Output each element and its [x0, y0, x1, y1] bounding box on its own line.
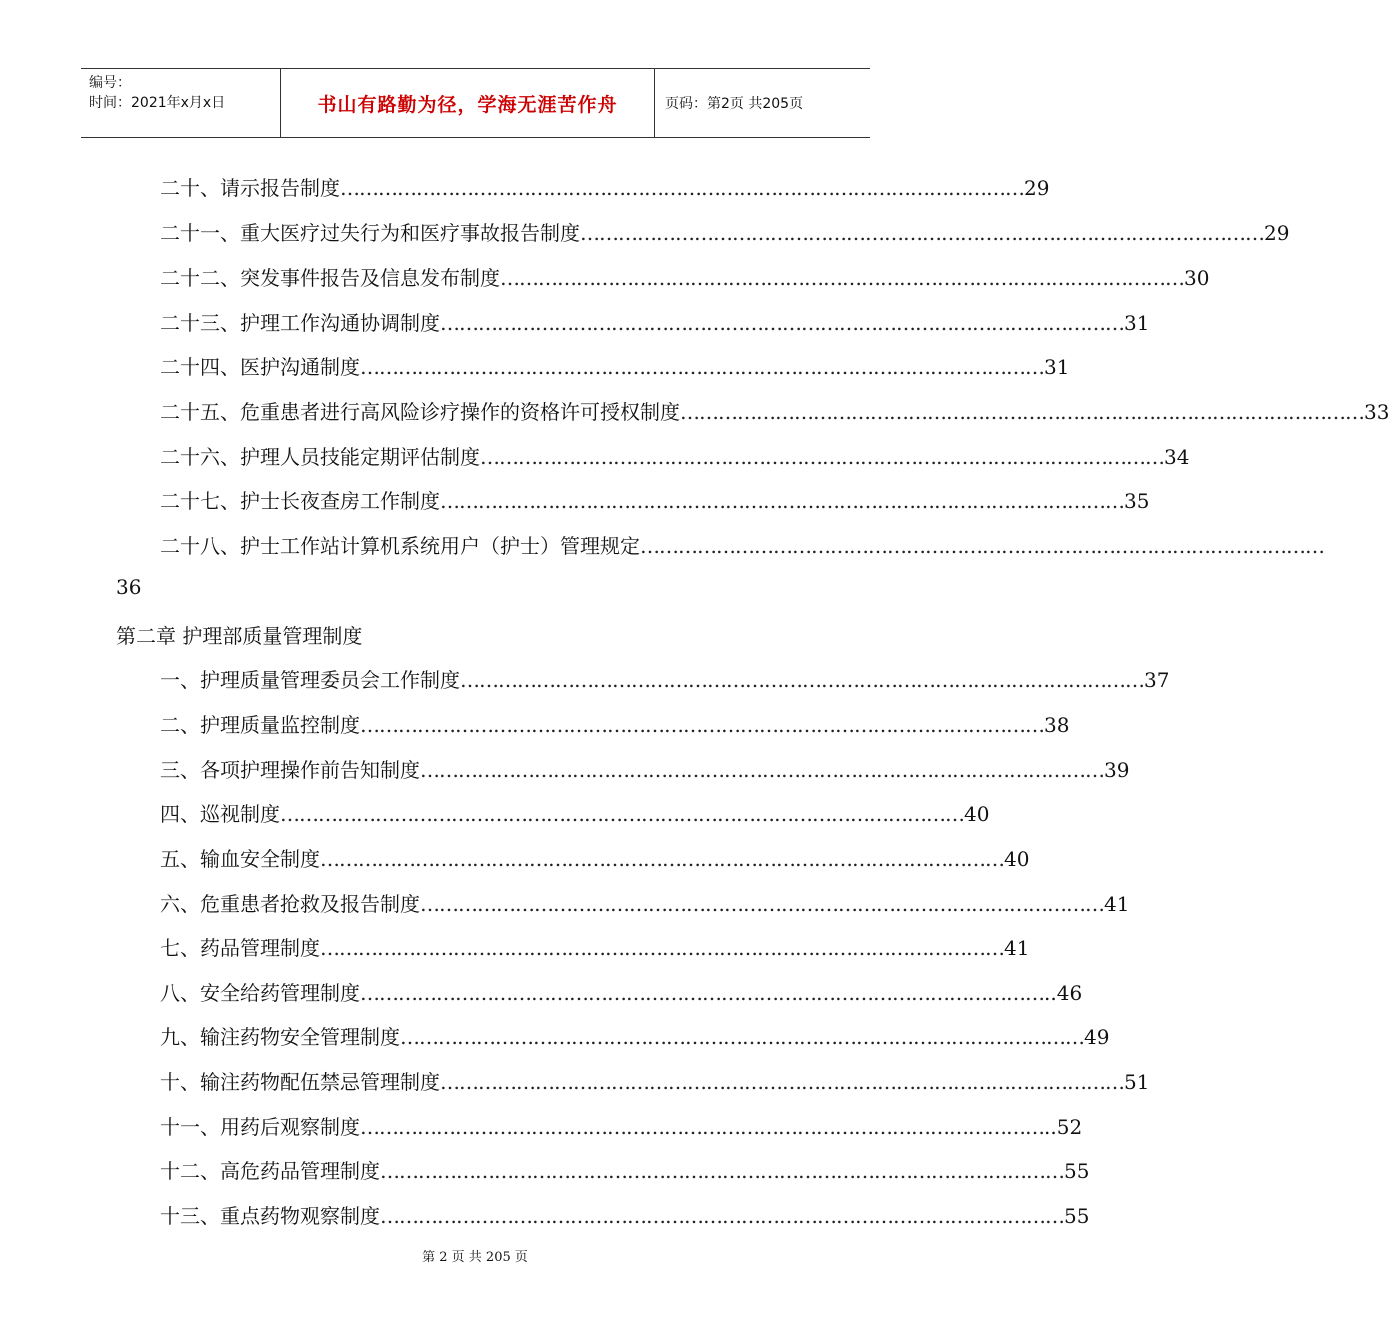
toc-entry — [160, 217, 1290, 247]
toc-entry-page: 40 — [964, 802, 990, 826]
toc-leader: ……………………………………………………………………………………………… — [420, 892, 1104, 916]
toc-leader: ……………………………………………………………………………………………… — [460, 668, 1144, 692]
toc-entry-label: 二、护理质量监控制度 — [160, 713, 360, 737]
toc-entry — [160, 1066, 1150, 1096]
toc-entry-label: 十二、高危药品管理制度 — [160, 1159, 380, 1183]
toc-entry-label: 八、安全给药管理制度 — [160, 981, 360, 1005]
toc-leader: ……………………………………………………………………………………………… — [680, 400, 1364, 424]
toc-leader: ……………………………………………………………………………………………… — [580, 221, 1264, 245]
number-label: 编号： — [89, 75, 131, 91]
toc-entry-label: 二十三、护理工作沟通协调制度 — [160, 311, 440, 335]
toc-entry-page: 51 — [1124, 1070, 1150, 1094]
toc-leader: ……………………………………………………………………………………………… — [360, 981, 1044, 1005]
toc-entry-page: 30 — [1184, 266, 1210, 290]
toc-leader: ……………………………………………………………………………………………… — [340, 176, 1024, 200]
toc-entry-page: 55 — [1064, 1204, 1090, 1228]
toc-entry-label: 二十五、危重患者进行高风险诊疗操作的资格许可授权制度 — [160, 400, 680, 424]
toc-leader: ……………………………………………………………………………………………… — [380, 1159, 1064, 1183]
toc-entry-page: 49 — [1084, 1025, 1110, 1049]
toc-entry-label: 二十一、重大医疗过失行为和医疗事故报告制度 — [160, 221, 580, 245]
toc-entry-page: 34 — [1164, 445, 1190, 469]
toc-entry-label: 六、危重患者抢救及报告制度 — [160, 892, 420, 916]
toc-leader: ……………………………………………………………………………………………… — [420, 758, 1104, 782]
toc-entry-label: 十一、用药后观察制度 — [160, 1115, 360, 1139]
toc-leader: ……………………………………………………………………………………………… — [360, 713, 1044, 737]
header-page-info: 页码：第2页 共205页 — [665, 96, 804, 112]
toc-leader: ……………………………………………………………………………………………… — [440, 311, 1124, 335]
toc-entry-label: 二十六、护理人员技能定期评估制度 — [160, 445, 480, 469]
toc-entry-page: 35 — [1124, 489, 1150, 513]
toc-entry — [160, 307, 1150, 337]
toc-entry — [160, 396, 1389, 426]
toc-entry-page: 29 — [1264, 221, 1290, 245]
toc-entry-page: 31 — [1124, 311, 1150, 335]
toc-entry-label: 二十八、护士工作站计算机系统用户（护士）管理规定 — [160, 534, 640, 558]
toc-entry-label: 二十、请示报告制度 — [160, 176, 340, 200]
toc-entry-label: 十、输注药物配伍禁忌管理制度 — [160, 1070, 440, 1094]
toc-leader: ……………………………………………………………………………………………… — [320, 936, 1004, 960]
toc-entry-page: 38 — [1044, 713, 1070, 737]
toc-entry-page: 29 — [1024, 176, 1050, 200]
page-header — [81, 68, 870, 138]
toc-entry-label: 五、输血安全制度 — [160, 847, 320, 871]
toc-entry-label: 十三、重点药物观察制度 — [160, 1204, 380, 1228]
toc-entry-page: 37 — [1144, 668, 1170, 692]
toc-leader: ……………………………………………………………………………………………… — [320, 847, 1004, 871]
toc-leader: ……………………………………………………………………………………………… — [360, 1115, 1044, 1139]
toc-entry — [160, 664, 1170, 694]
toc-entry-label: 三、各项护理操作前告知制度 — [160, 758, 420, 782]
toc-entry-label: 二十四、医护沟通制度 — [160, 355, 360, 379]
toc-leader: ……………………………………………………………………………………………… — [640, 534, 1324, 558]
toc-entry-page: 41 — [1104, 892, 1130, 916]
toc-leader: ……………………………………………………………………………………………… — [440, 489, 1124, 513]
toc-entry-page: ..52 — [1044, 1115, 1083, 1139]
toc-entry — [160, 530, 1324, 560]
toc-entry — [160, 932, 1030, 962]
toc-entry — [160, 485, 1150, 515]
toc-leader: ……………………………………………………………………………………………… — [440, 1070, 1124, 1094]
toc-entry-page: 41 — [1004, 936, 1030, 960]
toc-entry-page: 33 — [1364, 400, 1389, 424]
toc-entry-page: 39 — [1104, 758, 1130, 782]
toc-entry — [160, 1111, 1083, 1141]
toc-entry-label: 一、护理质量管理委员会工作制度 — [160, 668, 460, 692]
toc-leader: ……………………………………………………………………………………………… — [360, 355, 1044, 379]
toc-leader: ……………………………………………………………………………………………… — [380, 1204, 1064, 1228]
toc-entry — [160, 977, 1083, 1007]
toc-entry — [160, 1021, 1110, 1051]
toc-entry-page: 55 — [1064, 1159, 1090, 1183]
toc-entry — [160, 843, 1030, 873]
header-motto: 书山有路勤为径，学海无涯苦作舟 — [281, 69, 655, 137]
toc-entry — [160, 1200, 1090, 1230]
toc-leader: ……………………………………………………………………………………………… — [400, 1025, 1084, 1049]
toc-leader: ……………………………………………………………………………………………… — [480, 445, 1164, 469]
toc-entry-label: 七、药品管理制度 — [160, 936, 320, 960]
toc-entry-label: 四、巡视制度 — [160, 802, 280, 826]
toc-entry-label: 九、输注药物安全管理制度 — [160, 1025, 400, 1049]
toc-entry-page: 31 — [1044, 355, 1070, 379]
toc-entry — [160, 441, 1190, 471]
header-meta — [81, 69, 281, 137]
toc-entry — [160, 1155, 1090, 1185]
toc-entry — [160, 709, 1070, 739]
page-footer: 第 2 页 共 205 页 — [422, 1250, 528, 1265]
toc-entry-page: ..46 — [1044, 981, 1083, 1005]
toc-entry — [160, 798, 990, 828]
toc-leader: ……………………………………………………………………………………………… — [280, 802, 964, 826]
toc-entry — [160, 262, 1210, 292]
toc-entry — [160, 351, 1070, 381]
time-label: 时间：2021年x月x日 — [89, 95, 226, 111]
toc-entry-label: 二十七、护士长夜查房工作制度 — [160, 489, 440, 513]
toc-entry — [160, 754, 1130, 784]
toc-entry-label: 二十二、突发事件报告及信息发布制度 — [160, 266, 500, 290]
toc-leader: ……………………………………………………………………………………………… — [500, 266, 1184, 290]
toc-entry — [160, 888, 1130, 918]
chapter-title: 第二章 护理部质量管理制度 — [116, 624, 363, 648]
toc-entry-page: 40 — [1004, 847, 1030, 871]
toc-entry — [160, 172, 1050, 202]
toc-continued-page: 36 — [116, 575, 142, 599]
